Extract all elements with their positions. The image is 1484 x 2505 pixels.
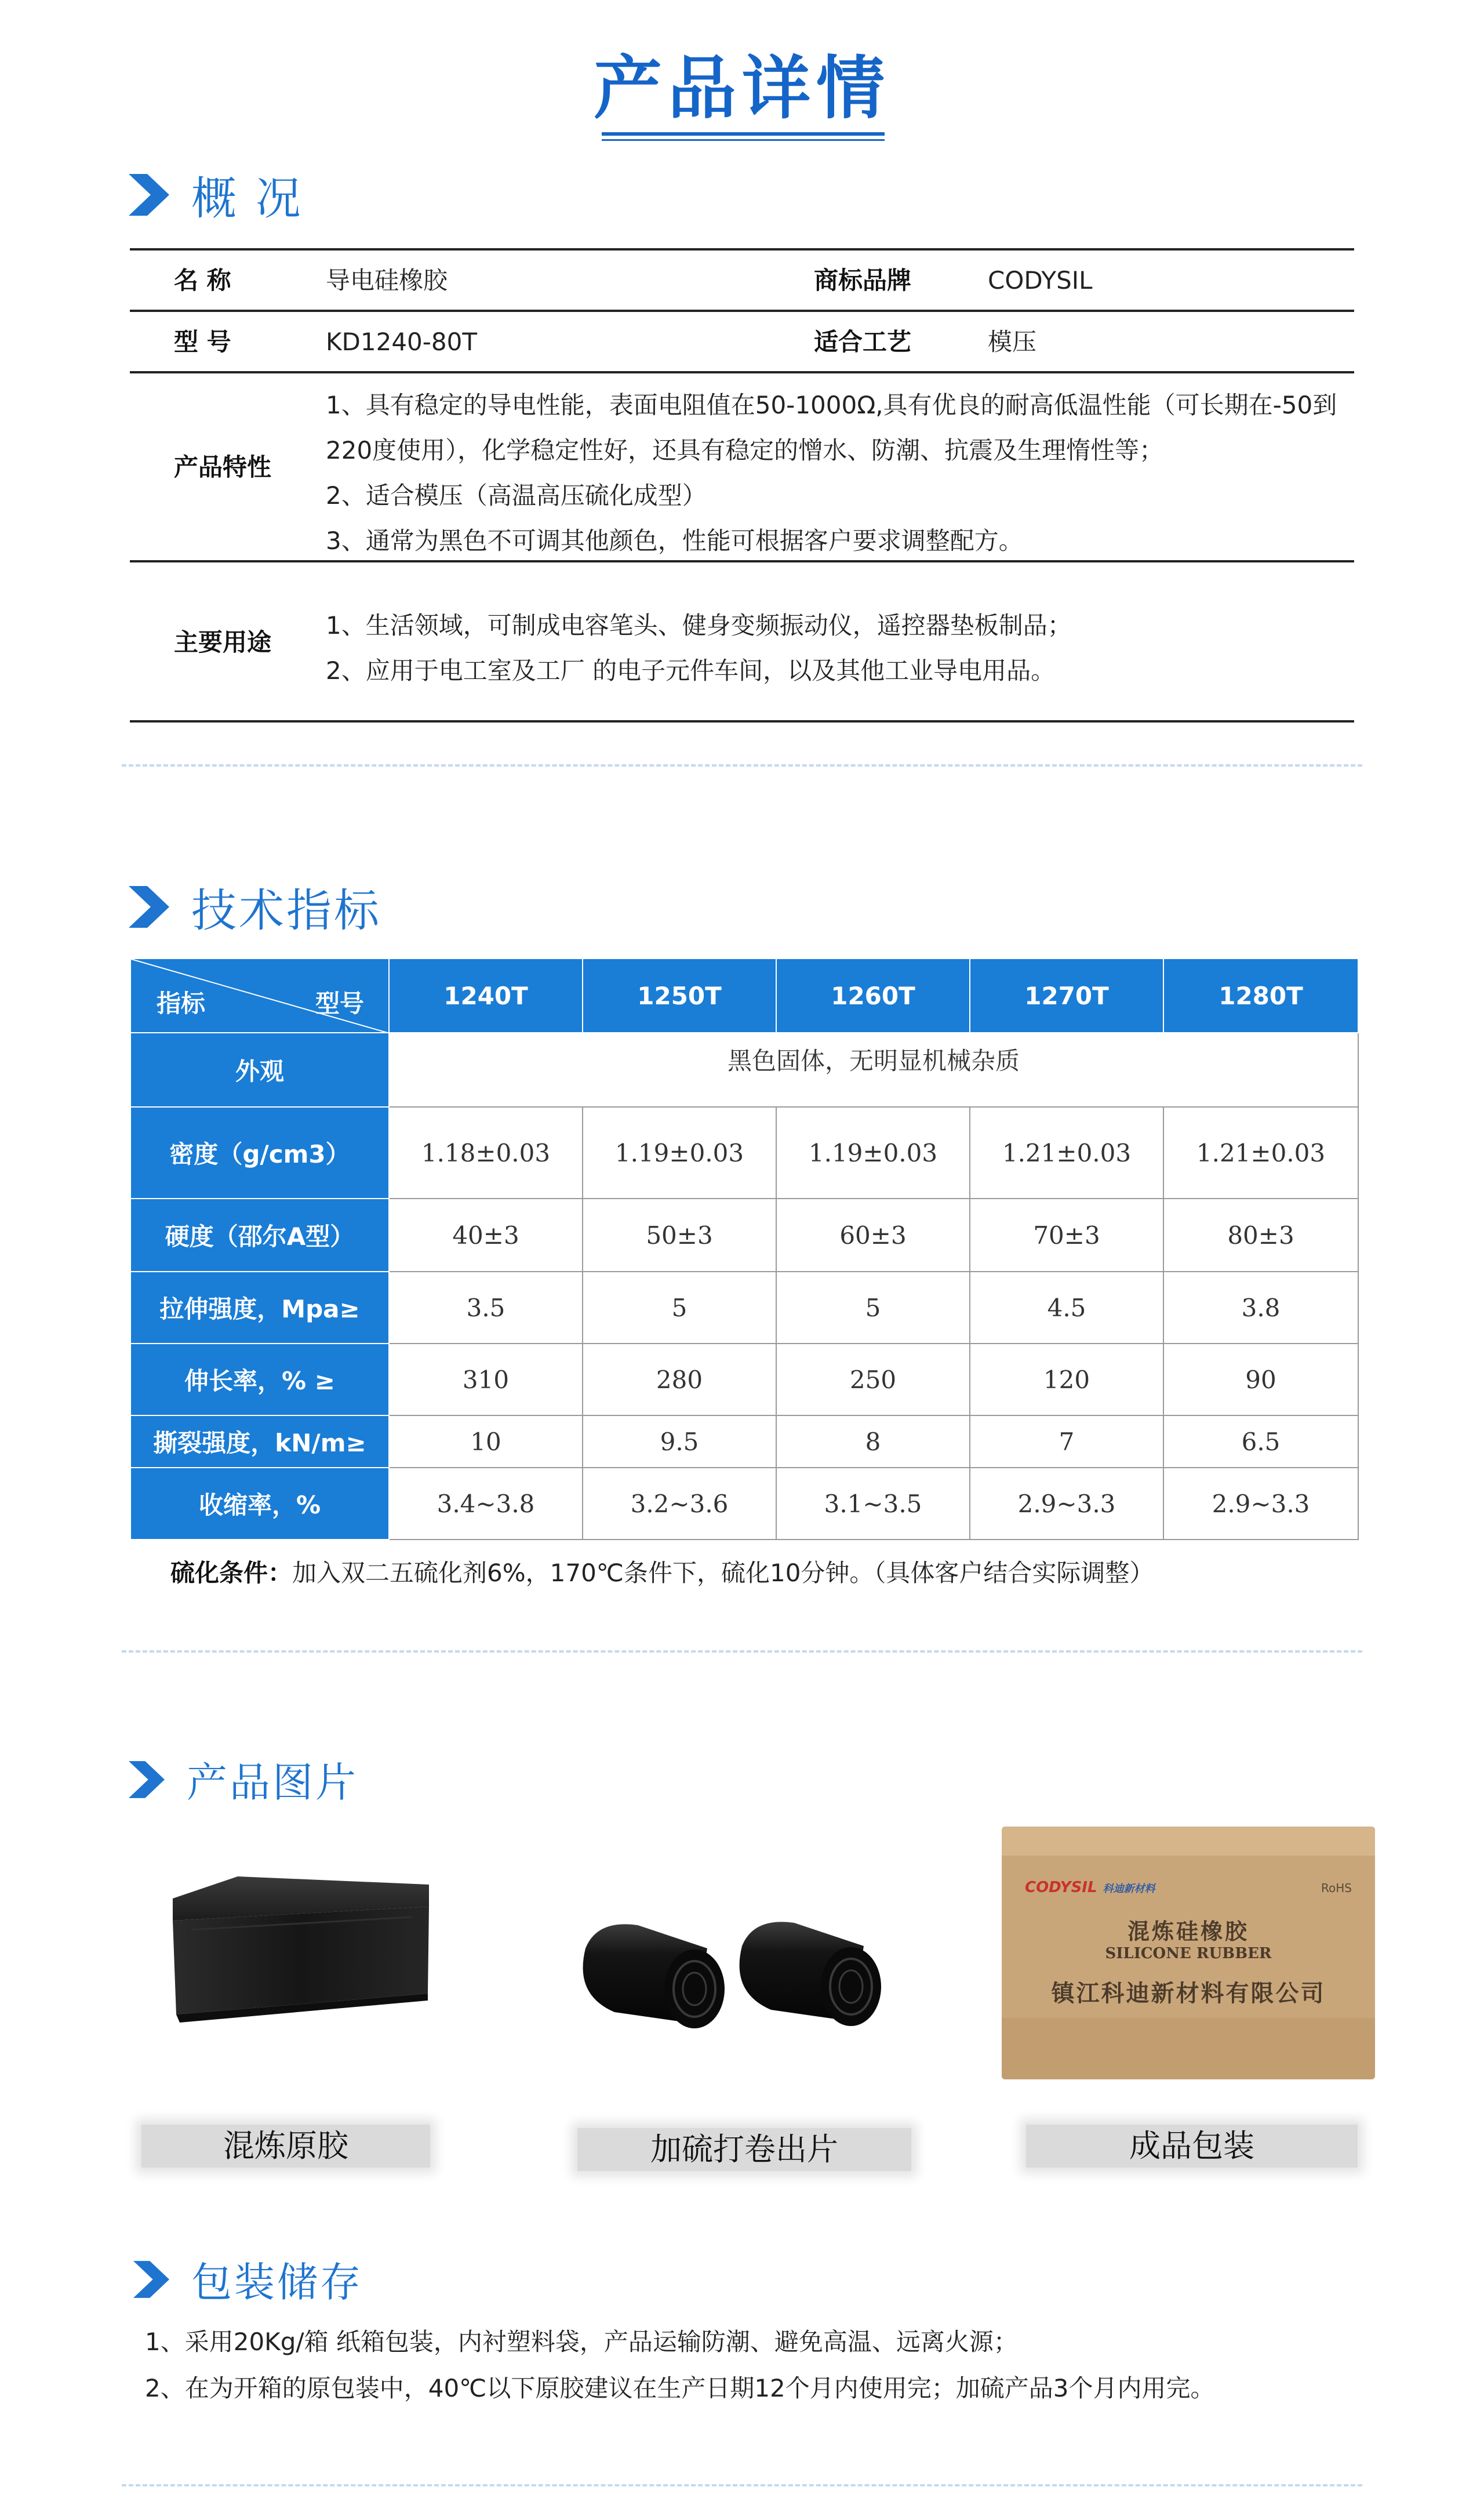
table-cell: 50±3 xyxy=(583,1199,776,1272)
section-divider xyxy=(122,2484,1362,2486)
process-value: 模压 xyxy=(988,328,1037,356)
cure-text: 加入双二五硫化剂6%，170℃条件下，硫化10分钟。（具体客户结合实际调整） xyxy=(292,1559,1154,1587)
title-underline-thin xyxy=(602,139,885,141)
table-cell: 1.21±0.03 xyxy=(1163,1107,1358,1199)
box-product-english: SILICONE RUBBER xyxy=(1105,1945,1272,1962)
model-header: 1240T xyxy=(389,959,583,1033)
model-value: KD1240-80T xyxy=(326,328,478,356)
feature-line: 3、通常为黑色不可调其他颜色，性能可根据客户要求调整配方。 xyxy=(326,527,1023,555)
table-cell: 5 xyxy=(776,1272,970,1344)
table-cell: 3.2~3.6 xyxy=(583,1468,776,1540)
box-company-name: 镇江科迪新材料有限公司 xyxy=(1051,1980,1326,2007)
photos-heading: 产品图片 xyxy=(129,1750,358,1809)
package-box-image xyxy=(1002,1827,1375,2079)
table-cell: 1.19±0.03 xyxy=(776,1107,970,1199)
use-line: 2、应用于电工室及工厂 的电子元件车间，以及其他工业导电用品。 xyxy=(326,656,1056,685)
uses-text xyxy=(326,603,1346,694)
feature-line: 1、具有稳定的导电性能，表面电阻值在50-1000Ω,具有优良的耐高低温性能（可长期在-50到 xyxy=(326,391,1337,419)
table-rule xyxy=(130,560,1354,562)
overview-heading: 概 况 xyxy=(129,162,303,227)
table-cell: 2.9~3.3 xyxy=(1163,1468,1358,1540)
chevron-right-icon xyxy=(133,2261,169,2298)
uses-label: 主要用途 xyxy=(174,628,272,656)
photo-caption: 成品包装 xyxy=(1026,2125,1358,2168)
table-cell: 120 xyxy=(970,1344,1163,1415)
table-cell: 2.9~3.3 xyxy=(970,1468,1163,1540)
cure-conditions xyxy=(170,1554,1154,1589)
table-cell: 3.5 xyxy=(389,1272,583,1344)
features-label: 产品特性 xyxy=(174,453,272,481)
row-label: 拉伸强度，Mpa≥ xyxy=(130,1272,389,1344)
model-label: 型 号 xyxy=(174,328,231,356)
box-flap xyxy=(1002,1827,1375,1856)
table-cell: 10 xyxy=(389,1415,583,1468)
table-cell: 40±3 xyxy=(389,1199,583,1272)
table-cell: 9.5 xyxy=(583,1415,776,1468)
feature-line: 220度使用），化学稳定性好，还具有稳定的憎水、防潮、抗震及生理惰性等； xyxy=(326,436,1164,464)
brand-label: 商标品牌 xyxy=(814,266,912,295)
box-product-name: 混炼硅橡胶 xyxy=(1127,1919,1249,1944)
chevron-right-icon xyxy=(129,886,169,928)
table-cell: 3.4~3.8 xyxy=(389,1468,583,1540)
box-bottom-shade xyxy=(1002,2018,1375,2079)
table-corner-cell xyxy=(130,959,389,1033)
table-rule xyxy=(130,310,1354,312)
model-header: 1280T xyxy=(1163,959,1358,1033)
appearance-label: 外观 xyxy=(130,1033,389,1107)
table-cell: 80±3 xyxy=(1163,1199,1358,1272)
chevron-right-icon xyxy=(129,174,169,216)
table-cell: 280 xyxy=(583,1344,776,1415)
table-cell: 60±3 xyxy=(776,1199,970,1272)
section-divider xyxy=(122,764,1362,767)
photo-caption: 混炼原胶 xyxy=(141,2125,430,2168)
table-cell: 3.1~3.5 xyxy=(776,1468,970,1540)
table-cell: 4.5 xyxy=(970,1272,1163,1344)
appearance-value: 黑色固体，无明显机械杂质 xyxy=(389,1033,1358,1107)
row-label: 密度（g/cm3） xyxy=(130,1107,389,1199)
table-cell: 310 xyxy=(389,1344,583,1415)
table-cell: 1.18±0.03 xyxy=(389,1107,583,1199)
table-cell: 5 xyxy=(583,1272,776,1344)
photo-caption: 加硫打卷出片 xyxy=(577,2128,911,2171)
table-rule xyxy=(130,248,1354,251)
feature-line: 2、适合模压（高温高压硫化成型） xyxy=(326,481,707,510)
table-cell: 90 xyxy=(1163,1344,1358,1415)
row-label: 硬度（邵尔A型） xyxy=(130,1199,389,1272)
row-label: 伸长率，% ≥ xyxy=(130,1344,389,1415)
model-header: 1270T xyxy=(970,959,1163,1033)
process-label: 适合工艺 xyxy=(814,328,912,356)
name-label: 名 称 xyxy=(174,266,231,295)
features-text xyxy=(326,383,1346,564)
title-underline xyxy=(602,132,885,136)
section-divider xyxy=(122,1650,1362,1653)
rubber-block-image xyxy=(157,1872,441,2028)
corner-right-label: 型号 xyxy=(315,989,364,1018)
model-header: 1260T xyxy=(776,959,970,1033)
table-rule xyxy=(130,371,1354,373)
brand-value: CODYSIL xyxy=(988,266,1093,295)
table-cell: 6.5 xyxy=(1163,1415,1358,1468)
rubber-rolls-image xyxy=(562,1908,910,2035)
rohs-mark: RoHS xyxy=(1321,1881,1352,1895)
table-cell: 3.8 xyxy=(1163,1272,1358,1344)
page-title: 产品详情 xyxy=(593,48,890,128)
table-cell: 70±3 xyxy=(970,1199,1163,1272)
table-cell: 8 xyxy=(776,1415,970,1468)
storage-line: 2、在为开箱的原包装中，40℃以下原胶建议在生产日期12个月内使用完；加硫产品3个月内用完。 xyxy=(145,2374,1215,2402)
model-header: 1250T xyxy=(583,959,776,1033)
chevron-right-icon xyxy=(129,1761,165,1798)
cure-label: 硫化条件： xyxy=(170,1559,293,1587)
storage-heading: 包装储存 xyxy=(133,2250,363,2308)
spec-table xyxy=(130,958,1359,1540)
storage-line: 1、采用20Kg/箱 纸箱包装，内衬塑料袋，产品运输防潮、避免高温、远离火源； xyxy=(145,2328,1018,2356)
box-brand-logo: CODYSIL 科迪新材料 xyxy=(1025,1879,1155,1896)
table-cell: 1.21±0.03 xyxy=(970,1107,1163,1199)
table-cell: 7 xyxy=(970,1415,1163,1468)
row-label: 收缩率，% xyxy=(130,1468,389,1540)
table-rule xyxy=(130,720,1354,723)
table-cell: 1.19±0.03 xyxy=(583,1107,776,1199)
table-cell: 250 xyxy=(776,1344,970,1415)
use-line: 1、生活领域，可制成电容笔头、健身变频振动仪，遥控器垫板制品； xyxy=(326,611,1072,640)
name-value: 导电硅橡胶 xyxy=(326,266,448,295)
corner-left-label: 指标 xyxy=(157,989,206,1018)
row-label: 撕裂强度，kN/m≥ xyxy=(130,1415,389,1468)
specs-heading: 技术指标 xyxy=(129,874,381,939)
